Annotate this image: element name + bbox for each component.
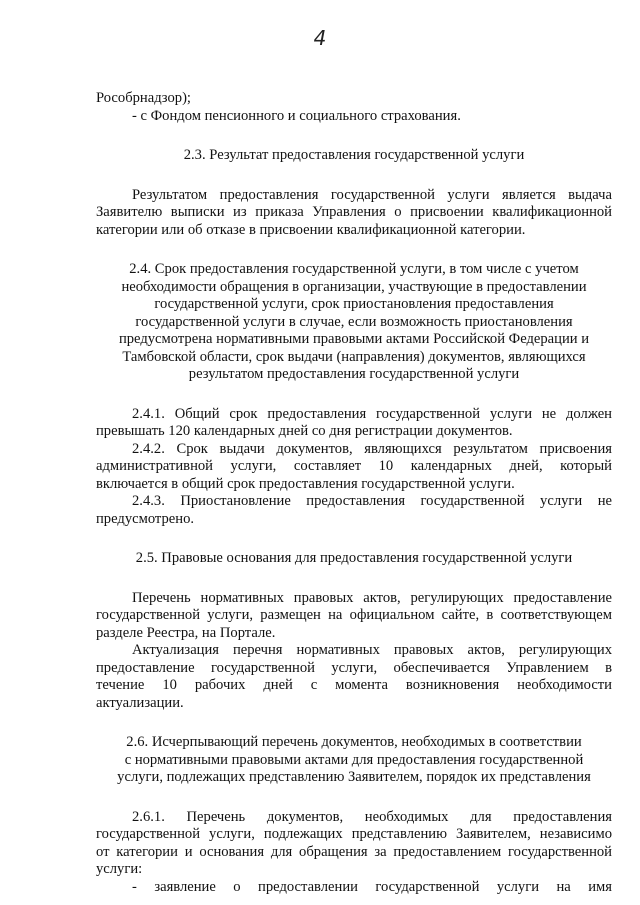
heading-2-4-line: государственной услуги, срок приостановления предоставления — [154, 296, 554, 312]
paragraph-2-5-a-line-1: Перечень нормативных правовых актов, регулирующих предоставление — [132, 589, 612, 606]
heading-2-4 — [96, 261, 612, 384]
page-number: 4 — [313, 26, 327, 50]
paragraph-2-5-a-line-3: разделе Реестра, на Портале. — [96, 624, 276, 641]
paragraph-2-6-1-line-2: государственной услуги, подлежащих представлению Заявителем, независимо — [96, 826, 612, 842]
heading-2-4-line: предусмотрена нормативными правовыми актами Российской Федерации и — [118, 331, 590, 347]
heading-2-6-line: с нормативными правовыми актами для предоставления государственной — [124, 751, 584, 768]
paragraph-2-4-1-line-2: превышать 120 календарных дней со дня регистрации документов. — [96, 423, 513, 439]
paragraph-2-4-2-line-3: включается в общий срок предоставления государственной услуги. — [96, 475, 515, 492]
heading-2-4-line: государственной услуги в случае, если возможность приостановления — [135, 313, 573, 330]
paragraph-2-5-b-line-2: предоставление государственной услуги, обеспечивается Управлением в — [96, 659, 612, 676]
paragraph-2-5-a-line-2: государственной услуги, размещен на официальном сайте, в соответствующем — [96, 607, 612, 623]
paragraph-2-4-3-line-2: предусмотрено. — [96, 510, 195, 527]
list-item-application: - заявление о предоставлении государственной услуги на имя — [132, 878, 612, 895]
heading-2-5: 2.5. Правовые основания для предоставления государственной услуги — [135, 550, 573, 566]
paragraph-2-5-b-line-3: течение 10 рабочих дней с момента возникновения необходимости — [96, 677, 612, 693]
paragraph-2-3-line-2: Заявителю выписки из приказа Управления о присвоении квалификационной — [96, 204, 612, 220]
paragraph-2-4-2-line-1: 2.4.2. Срок выдачи документов, являющихся результатом присвоения — [132, 440, 612, 457]
paragraph-2-4-1-line-1: 2.4.1. Общий срок предоставления государственной услуги не должен — [132, 405, 612, 422]
paragraph-2-5-b-line-1: Актуализация перечня нормативных правовых актов, регулирующих — [132, 642, 612, 658]
list-item-pension-fund: - с Фондом пенсионного и социального страхования. — [132, 107, 461, 124]
heading-2-6-line: 2.6. Исчерпывающий перечень документов, необходимых в соответствии — [126, 734, 582, 750]
paragraph-2-6-1-line-4: услуги: — [96, 861, 143, 877]
paragraph-2-3-line-1: Результатом предоставления государственной услуги является выдача — [132, 186, 612, 203]
heading-2-4-line: результатом предоставления государственной услуги — [188, 366, 520, 382]
document-body — [96, 90, 612, 896]
paragraph-2-5-b-line-4: актуализации. — [96, 694, 184, 711]
heading-2-4-line: необходимости обращения в организации, участвующие в предоставлении — [121, 278, 587, 295]
paragraph-2-3-line-3: категории или об отказе в присвоении квалификационной категории. — [96, 221, 526, 238]
heading-2-6-line: услуги, подлежащих представлению Заявителем, порядок их представления — [117, 769, 591, 785]
paragraph-2-4-2-line-2: административной услуги, составляет 10 календарных дней, который — [96, 458, 612, 474]
heading-2-4-line: Тамбовской области, срок выдачи (направления) документов, являющихся — [122, 348, 586, 365]
heading-2-6 — [96, 734, 612, 787]
paragraph-2-6-1-line-3: от категории и основания для обращения за предоставлением государственной — [96, 843, 612, 860]
paragraph-continuation: Рособрнадзор); — [96, 90, 191, 106]
heading-2-3: 2.3. Результат предоставления государственной услуги — [183, 147, 525, 163]
heading-2-4-line: 2.4. Срок предоставления государственной услуги, в том числе с учетом — [129, 261, 579, 277]
paragraph-2-6-1-line-1: 2.6.1. Перечень документов, необходимых для предоставления — [132, 808, 612, 825]
paragraph-2-4-3-line-1: 2.4.3. Приостановление предоставления государственной услуги не — [132, 493, 612, 509]
